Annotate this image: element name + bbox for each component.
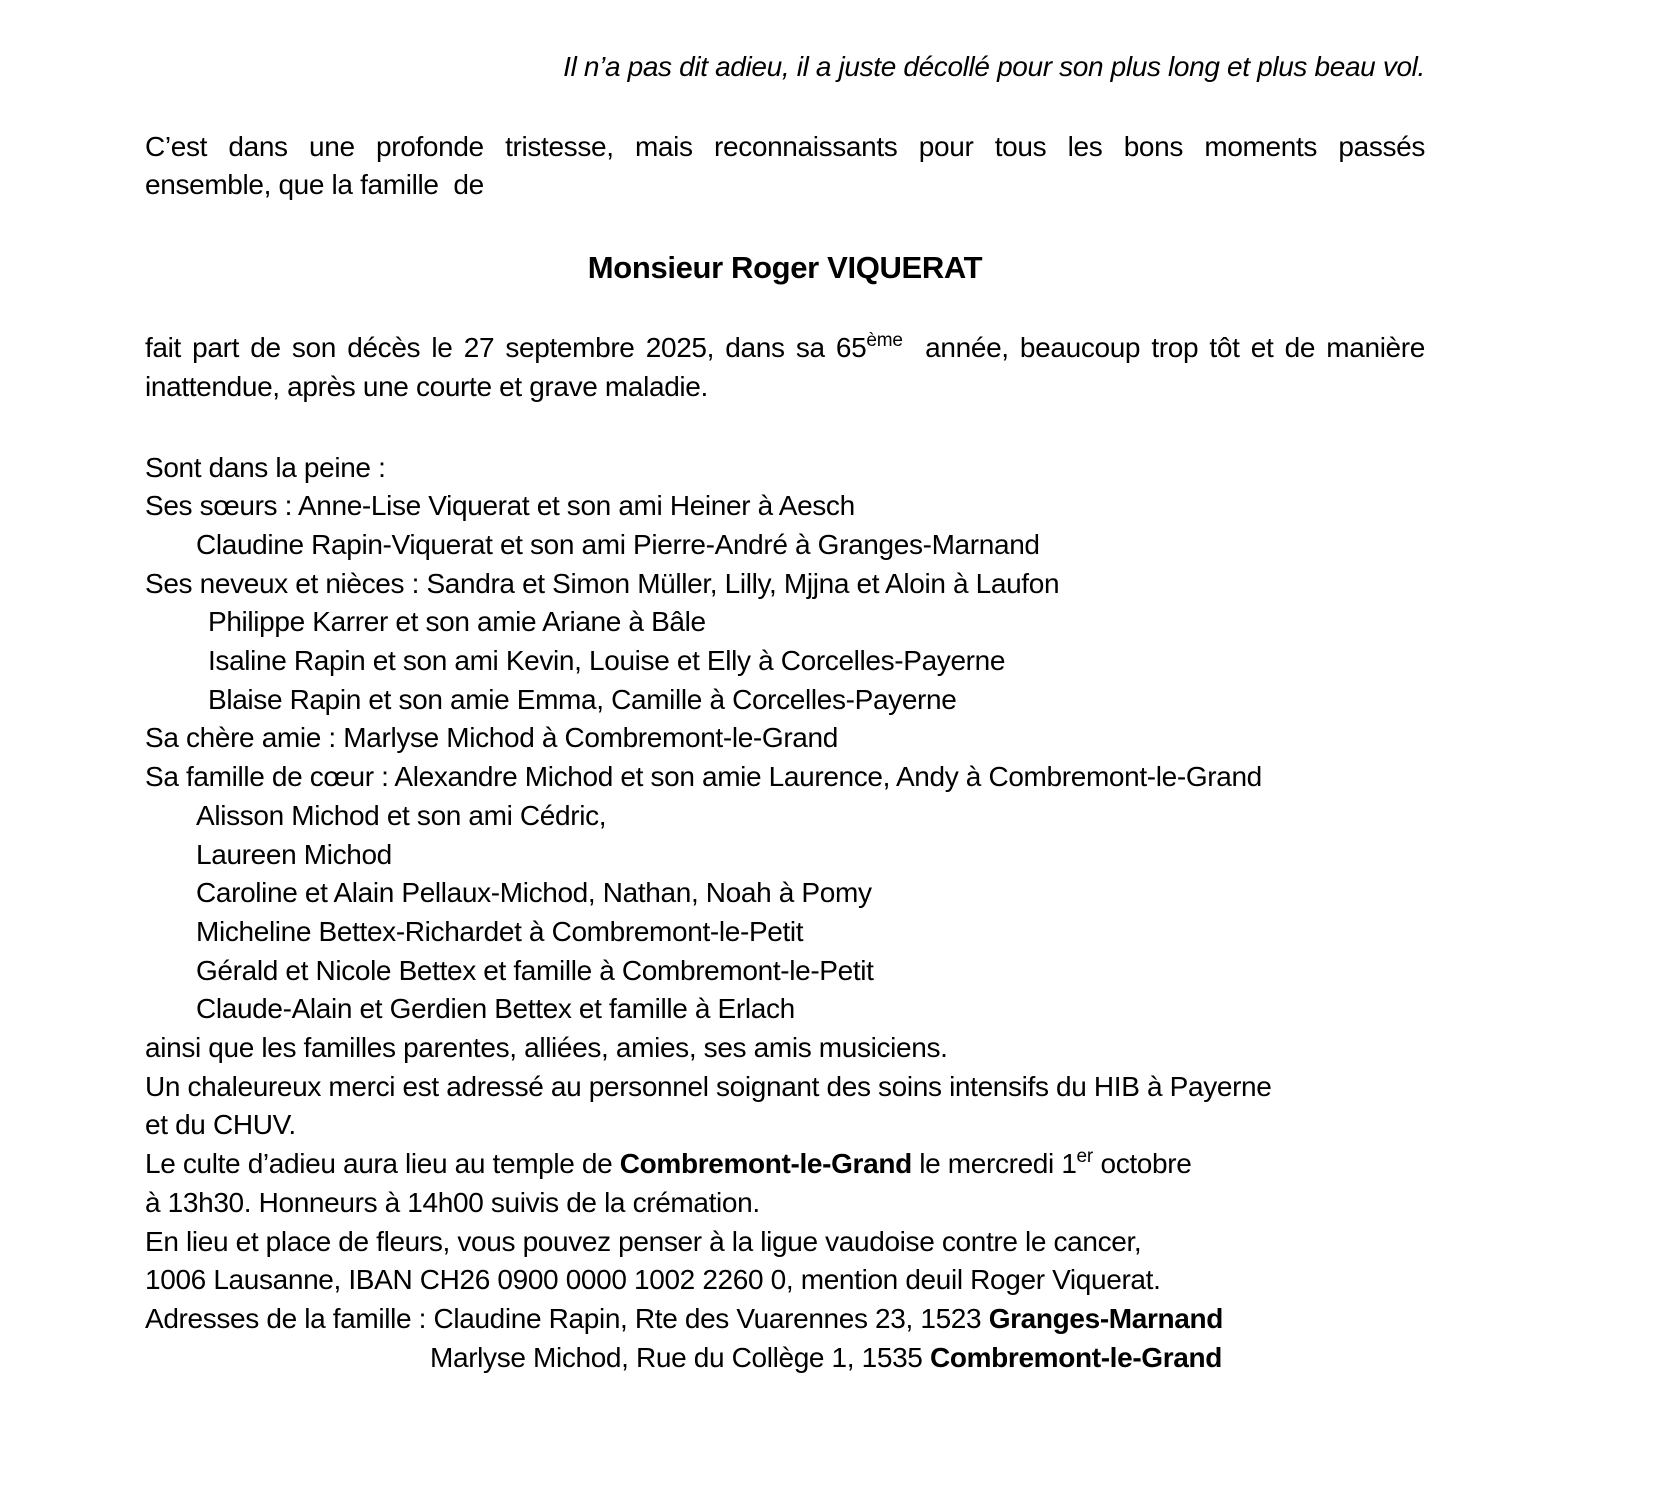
address-1-place-bold: Granges-Marnand (988, 1302, 1224, 1334)
address-2-text: Marlyse Michod, Rue du Collège 1, 1535 (430, 1341, 930, 1373)
intro-line-2: ensemble, que la famille de (145, 169, 484, 201)
mourning-line: ainsi que les familles parentes, alliées, amies, ses amis musiciens. (145, 1032, 948, 1064)
donation-line-1: En lieu et place de fleurs, vous pouvez penser à la ligue vaudoise contre le cancer, (145, 1225, 1142, 1257)
mourning-line: Philippe Karrer et son amie Ariane à Bâle (208, 606, 706, 638)
address-1-text: Adresses de la famille : Claudine Rapin, Rte des Vuarennes 23, 1523 (145, 1302, 989, 1334)
announcement-text-before-sup: fait part de son décès le 27 septembre 2025, dans sa 65 (145, 332, 867, 364)
address-line-2 (145, 1339, 1425, 1378)
mourning-line: Ses sœurs : Anne-Lise Viquerat et son ami Heiner à Aesch (145, 490, 855, 522)
donation-line-2: 1006 Lausanne, IBAN CH26 0900 0000 1002 2260 0, mention deuil Roger Viquerat. (145, 1264, 1161, 1296)
mourning-line: Micheline Bettex-Richardet à Combremont-le-Petit (196, 915, 804, 947)
deceased-name-title: Monsieur Roger VIQUERAT (587, 250, 983, 286)
mourning-line: Isaline Rapin et son ami Kevin, Louise et Elly à Corcelles-Payerne (208, 645, 1006, 677)
thanks-line: Un chaleureux merci est adressé au personnel soignant des soins intensifs du HIB à Payerne (145, 1070, 1272, 1102)
date-ordinal-superscript: er (1076, 1146, 1094, 1168)
address-line-1 (145, 1300, 1425, 1339)
ceremony-text-before-bold: Le culte d’adieu aura lieu au temple de (145, 1148, 620, 1180)
ceremony-place-bold: Combremont-le-Grand (619, 1148, 912, 1180)
thanks-line: et du CHUV. (145, 1109, 296, 1141)
memorial-quote: Il n’a pas dit adieu, il a juste décollé pour son plus long et plus beau vol. (563, 51, 1425, 82)
death-announcement (145, 329, 1425, 406)
address-2-place-bold: Combremont-le-Grand (929, 1341, 1222, 1373)
mourning-line: Claude-Alain et Gerdien Bettex et famille à Erlach (196, 993, 795, 1025)
mourning-line: Blaise Rapin et son amie Emma, Camille à Corcelles-Payerne (208, 683, 957, 715)
mourning-line: Gérald et Nicole Bettex et famille à Combremont-le-Petit (196, 954, 874, 986)
mourning-line: Laureen Michod (196, 838, 392, 870)
age-ordinal-superscript: ème (866, 330, 903, 352)
ceremony-text-after: octobre (1093, 1148, 1192, 1180)
mourning-line: Alisson Michod et son ami Cédric, (196, 799, 607, 831)
intro-line-1: C’est dans une profonde tristesse, mais reconnaissants pour tous les bons moments passés (145, 130, 1425, 162)
ceremony-line-1 (145, 1145, 1425, 1184)
mourning-line: Caroline et Alain Pellaux-Michod, Nathan, Noah à Pomy (196, 877, 872, 909)
mourning-line: Claudine Rapin-Viquerat et son ami Pierre-André à Granges-Marnand (196, 528, 1040, 560)
mourning-list (145, 449, 1425, 1378)
announcement-text-after-sup: année, beaucoup trop tôt et de manière (902, 332, 1425, 364)
ceremony-text-middle: le mercredi 1 (911, 1148, 1077, 1180)
mourning-line: Ses neveux et nièces : Sandra et Simon Müller, Lilly, Mjjna et Aloin à Laufon (145, 567, 1060, 599)
intro-paragraph (145, 128, 1425, 205)
announcement-line-2: inattendue, après une courte et grave maladie. (145, 370, 708, 402)
mourning-line: Sont dans la peine : (145, 451, 386, 483)
mourning-line: Sa famille de cœur : Alexandre Michod et son amie Laurence, Andy à Combremont-le-Grand (145, 761, 1262, 793)
ceremony-line-2: à 13h30. Honneurs à 14h00 suivis de la crémation. (145, 1186, 760, 1218)
mourning-line: Sa chère amie : Marlyse Michod à Combremont-le-Grand (145, 722, 838, 754)
announcement-line-1 (145, 329, 1425, 368)
